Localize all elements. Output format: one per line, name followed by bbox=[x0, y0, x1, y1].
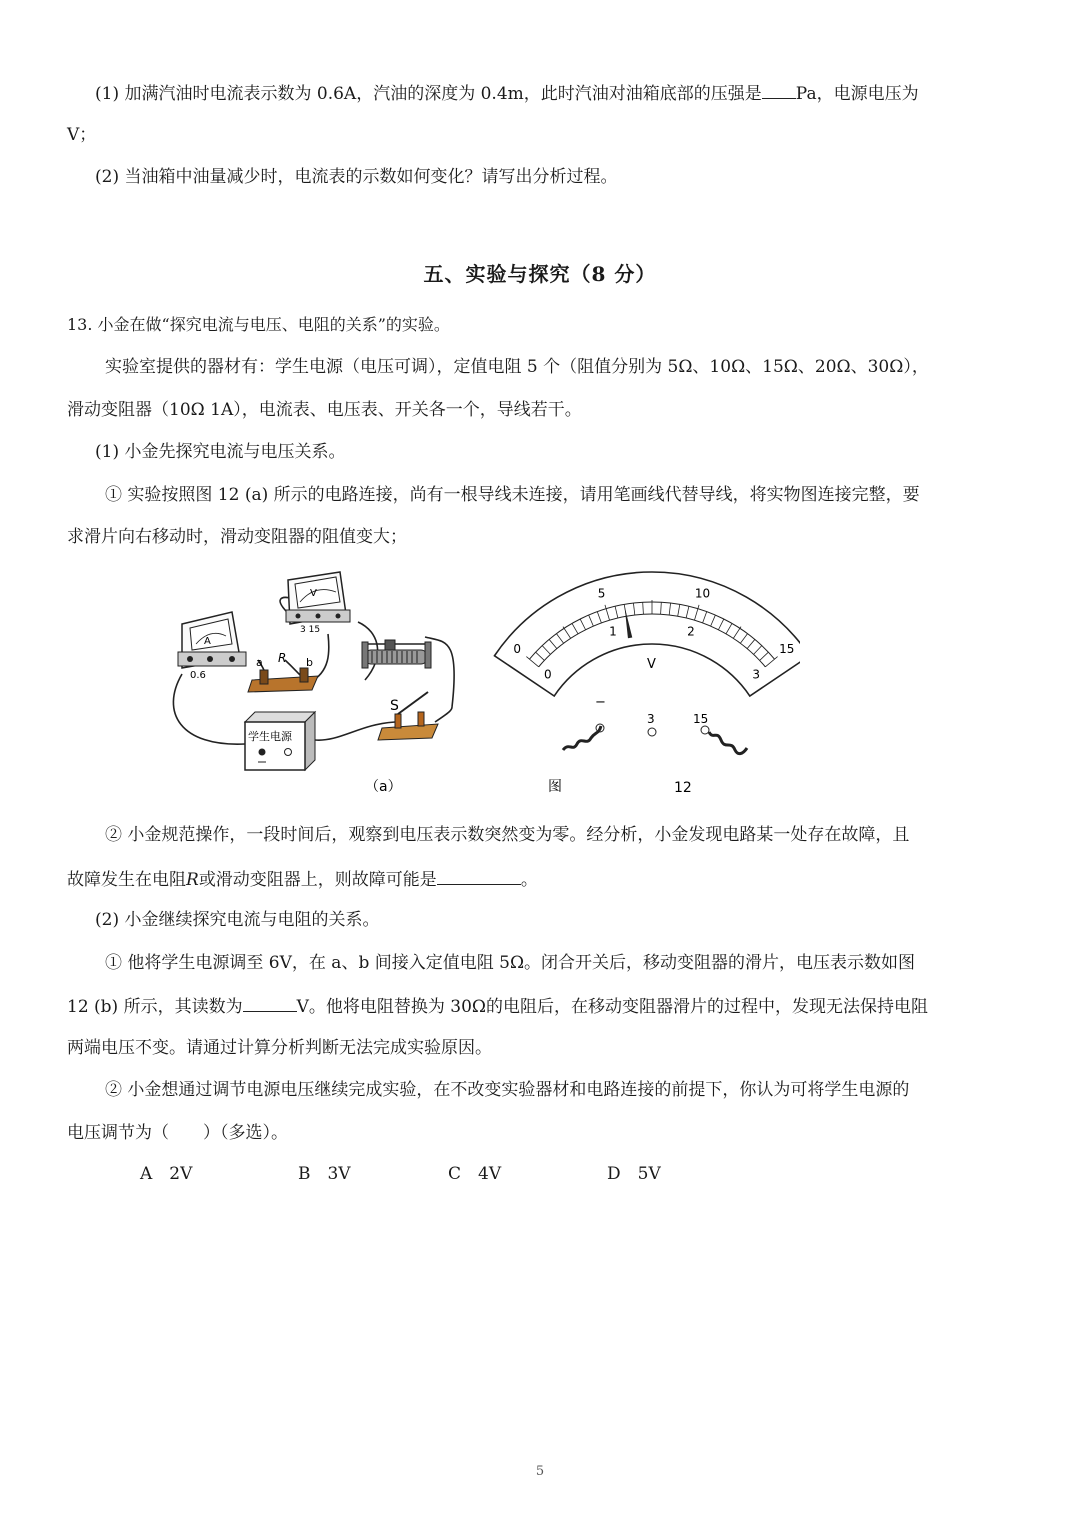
resistor-symbol: R bbox=[186, 870, 199, 890]
terminal-3-label: 3 bbox=[647, 712, 655, 726]
q13-part1-ii-line2 bbox=[67, 866, 538, 892]
dial-label-top: 0 bbox=[513, 641, 521, 656]
answer-blank-fault[interactable] bbox=[437, 866, 521, 885]
lead-wire-left bbox=[563, 726, 601, 750]
voltmeter bbox=[286, 572, 350, 635]
q12-part1-line1 bbox=[95, 80, 919, 106]
terminal-3 bbox=[648, 728, 656, 736]
voltmeter-dial bbox=[494, 572, 800, 754]
q13-part2-i-text: 12 (b) 所示，其读数为 bbox=[67, 997, 243, 1017]
option-a[interactable]: A 2V bbox=[140, 1164, 193, 1184]
q13-part1-i-line1: ① 实验按照图 12 (a) 所示的电路连接，尚有一根导线未连接，请用笔画线代替导线，将实物图连接完整，要 bbox=[105, 485, 920, 505]
q13-part2-i-line1: ① 他将学生电源调至 6V，在 a、b 间接入定值电阻 5Ω。闭合开关后，移动变阻器的滑片，电压表示数如图 bbox=[105, 953, 916, 973]
caption-a: （a） bbox=[365, 779, 402, 795]
dial-unit: V bbox=[647, 657, 656, 672]
q13-part2-i-line3: 两端电压不变。请通过计算分析判断无法完成实验原因。 bbox=[67, 1038, 492, 1058]
section-title: 五、实验与探究（8 分） bbox=[423, 262, 657, 286]
rheostat bbox=[362, 640, 431, 668]
q13-part1-ii-text-c: 或滑动变阻器上，则故障可能是 bbox=[198, 870, 437, 890]
power-supply bbox=[245, 712, 315, 770]
dial-label-bottom: 1 bbox=[609, 624, 617, 639]
page-number: 5 bbox=[535, 1464, 545, 1479]
q12-part2: (2) 当油箱中油量减少时，电流表的示数如何变化？请写出分析过程。 bbox=[95, 167, 618, 187]
wire-9 bbox=[435, 707, 452, 722]
caption-number: 12 bbox=[674, 780, 692, 796]
figure-12 bbox=[160, 562, 800, 802]
terminal-a-label: a bbox=[256, 656, 263, 669]
terminal-b-label: b bbox=[306, 656, 313, 669]
option-d[interactable]: D 5V bbox=[607, 1164, 661, 1184]
dial-label-top: 10 bbox=[694, 586, 711, 601]
q13-part2-heading: (2) 小金继续探究电流与电阻的关系。 bbox=[95, 910, 380, 930]
q13-part1-i-line2: 求滑片向右移动时，滑动变阻器的阻值变大； bbox=[67, 527, 407, 547]
q13-intro: 13. 小金在做“探究电流与电压、电阻的关系”的实验。 bbox=[67, 315, 450, 334]
dial-label-top: 5 bbox=[597, 586, 606, 601]
q12-part1-text: (1) 加满汽油时电流表示数为 0.6A，汽油的深度为 0.4m，此时汽油对油箱底部的压强是 bbox=[95, 84, 762, 104]
power-supply-label: 学生电源 bbox=[248, 730, 292, 743]
switch-label: S bbox=[390, 698, 399, 714]
q13-part2-i-line2 bbox=[67, 993, 928, 1019]
q13-part1-ii-text: 故障发生在电阻 bbox=[67, 870, 186, 890]
lead-wire-right bbox=[709, 732, 747, 754]
ammeter-range: 0.6 bbox=[190, 670, 206, 681]
q12-part1-line2: V； bbox=[67, 125, 97, 145]
resistor-label: R bbox=[278, 651, 287, 665]
ammeter bbox=[178, 612, 246, 681]
q12-part1-text-b: Pa，电源电压为 bbox=[795, 84, 919, 104]
q13-part2-ii-line2: 电压调节为（ ）（多选）。 bbox=[67, 1123, 288, 1143]
q13-part2-i-text-b: V。他将电阻替换为 30Ω的电阻后，在移动变阻器滑片的过程中，发现无法保持电阻 bbox=[296, 997, 928, 1017]
voltmeter-label: V bbox=[310, 588, 317, 599]
resistor-r bbox=[248, 651, 318, 692]
voltmeter-range: 3 15 bbox=[300, 625, 321, 635]
dial-label-bottom: 2 bbox=[687, 624, 695, 639]
q13-equipment-line2: 滑动变阻器（10Ω 1A），电流表、电压表、开关各一个，导线若干。 bbox=[67, 400, 582, 420]
switch-s bbox=[378, 692, 438, 740]
terminal-minus-label: − bbox=[595, 695, 606, 710]
caption-fig: 图 bbox=[548, 779, 562, 795]
q13-part2-ii-line1: ② 小金想通过调节电源电压继续完成实验，在不改变实验器材和电路连接的前提下，你认为可将学生电源的 bbox=[105, 1080, 910, 1100]
answer-blank-reading[interactable] bbox=[243, 993, 297, 1012]
dial-label-top: 15 bbox=[779, 641, 795, 656]
q13-part1-heading: (1) 小金先探究电流与电压关系。 bbox=[95, 442, 346, 462]
dial-label-bottom: 0 bbox=[543, 667, 552, 682]
wire-1 bbox=[173, 674, 245, 744]
q13-part1-ii-line1: ② 小金规范操作，一段时间后，观察到电压表示数突然变为零。经分析，小金发现电路某一处存在故障，且 bbox=[105, 825, 910, 845]
answer-blank-pressure[interactable] bbox=[762, 80, 796, 99]
option-b[interactable]: B 3V bbox=[298, 1164, 351, 1184]
option-c[interactable]: C 4V bbox=[448, 1164, 502, 1184]
dial-label-bottom: 3 bbox=[752, 667, 761, 682]
terminal-15-label: 15 bbox=[693, 712, 709, 726]
q13-part1-ii-end: 。 bbox=[520, 870, 538, 890]
q13-equipment-line1: 实验室提供的器材有：学生电源（电压可调），定值电阻 5 个（阻值分别为 5Ω、10Ω、15Ω、20Ω、30Ω）， bbox=[105, 357, 929, 377]
ammeter-label: A bbox=[204, 636, 211, 647]
